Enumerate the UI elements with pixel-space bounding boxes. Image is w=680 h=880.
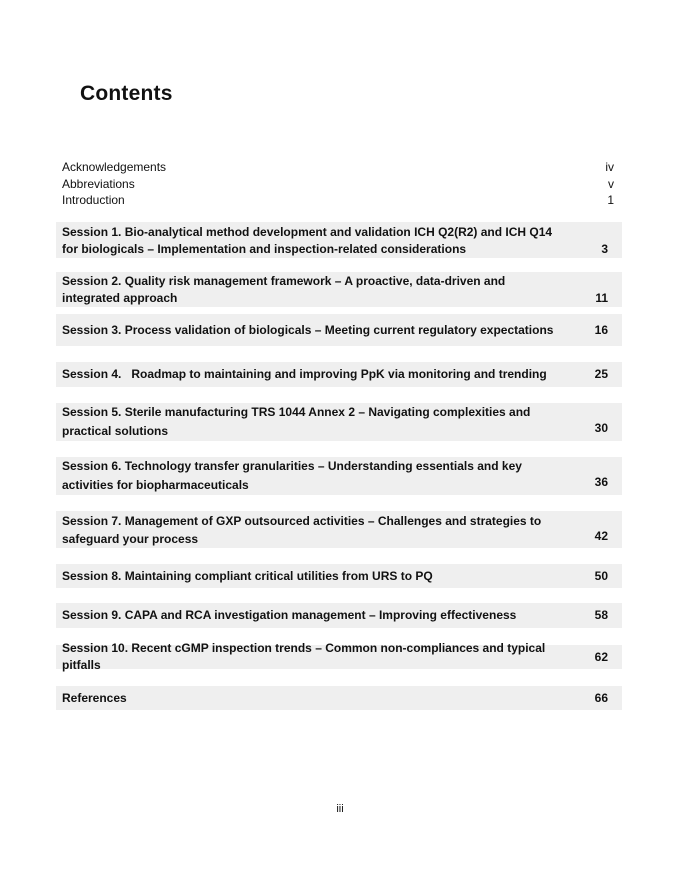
front-matter-list: [62, 159, 614, 209]
toc-entry-title: Session 8. Maintaining compliant critical utilities from URS to PQ: [62, 568, 433, 583]
toc-entry-page: 58: [594, 608, 608, 622]
toc-entry-page: 11: [595, 291, 608, 305]
toc-entry-page: 62: [594, 649, 608, 664]
toc-entry-session-8[interactable]: [56, 564, 622, 588]
toc-entry-page: 25: [594, 367, 608, 381]
toc-entry-page: 16: [594, 322, 608, 337]
page-title: Contents: [80, 82, 173, 105]
toc-entry-title: Session 9. CAPA and RCA investigation management – Improving effectiveness: [62, 608, 517, 622]
toc-entry-title: References: [62, 690, 127, 705]
toc-entry-title: Acknowledgements: [62, 160, 167, 174]
toc-entry-title: Session 1. Bio-analytical method development and validation ICH Q2(R2) and ICH Q14 for biologicals – Implementation and inspection-related considerations: [62, 225, 553, 256]
toc-entry-title: Session 5. Sterile manufacturing TRS 1044 Annex 2 – Navigating complexities and practical solutions: [62, 405, 531, 438]
toc-entry-title: Session 3. Process validation of biologicals – Meeting current regulatory expectations: [62, 322, 554, 337]
toc-entry-references[interactable]: [56, 686, 622, 710]
toc-entry-page: iv: [605, 160, 614, 174]
toc-entry-page: 42: [594, 529, 608, 543]
toc-entry-abbreviations[interactable]: [62, 176, 614, 193]
toc-entry-acknowledgements[interactable]: [62, 159, 614, 176]
toc-entry-session-7[interactable]: [56, 511, 622, 548]
toc-entry-page: 36: [594, 475, 608, 489]
toc-entry-page: 66: [594, 690, 608, 705]
toc-entry-page: 50: [594, 568, 608, 583]
toc-entry-title: Introduction: [62, 193, 125, 207]
toc-entry-session-6[interactable]: [56, 457, 622, 495]
toc-entry-page: v: [608, 176, 614, 191]
toc-entry-title: Session 6. Technology transfer granularities – Understanding essentials and key activities for biopharmaceuticals: [62, 459, 522, 492]
toc-entry-page: 30: [594, 421, 608, 435]
toc-entry-title: Session 7. Management of GXP outsourced activities – Challenges and strategies to safeguard your process: [62, 514, 542, 546]
toc-entry-title: Session 10. Recent cGMP inspection trends – Common non-compliances and typical pitfalls: [62, 641, 546, 672]
toc-entry-page: 3: [601, 242, 608, 256]
toc-entry-introduction[interactable]: [62, 192, 614, 209]
toc-entry-title: Abbreviations: [62, 176, 135, 191]
toc-entry-session-10[interactable]: [56, 641, 622, 672]
toc-entry-session-5[interactable]: [56, 403, 622, 441]
toc-entry-session-4[interactable]: [56, 362, 622, 387]
toc-entry-page: 1: [607, 193, 614, 207]
toc-entry-session-1[interactable]: [56, 222, 622, 258]
toc-entry-session-2[interactable]: [56, 272, 622, 307]
toc-entry-title: Session 4. Roadmap to maintaining and improving PpK via monitoring and trending: [62, 367, 547, 381]
toc-entry-title: Session 2. Quality risk management framework – A proactive, data-driven and integrated approach: [62, 274, 506, 305]
toc-entry-session-3[interactable]: [56, 314, 622, 346]
toc-entry-session-9[interactable]: [56, 603, 622, 628]
footer-page-number: iii: [336, 803, 344, 815]
